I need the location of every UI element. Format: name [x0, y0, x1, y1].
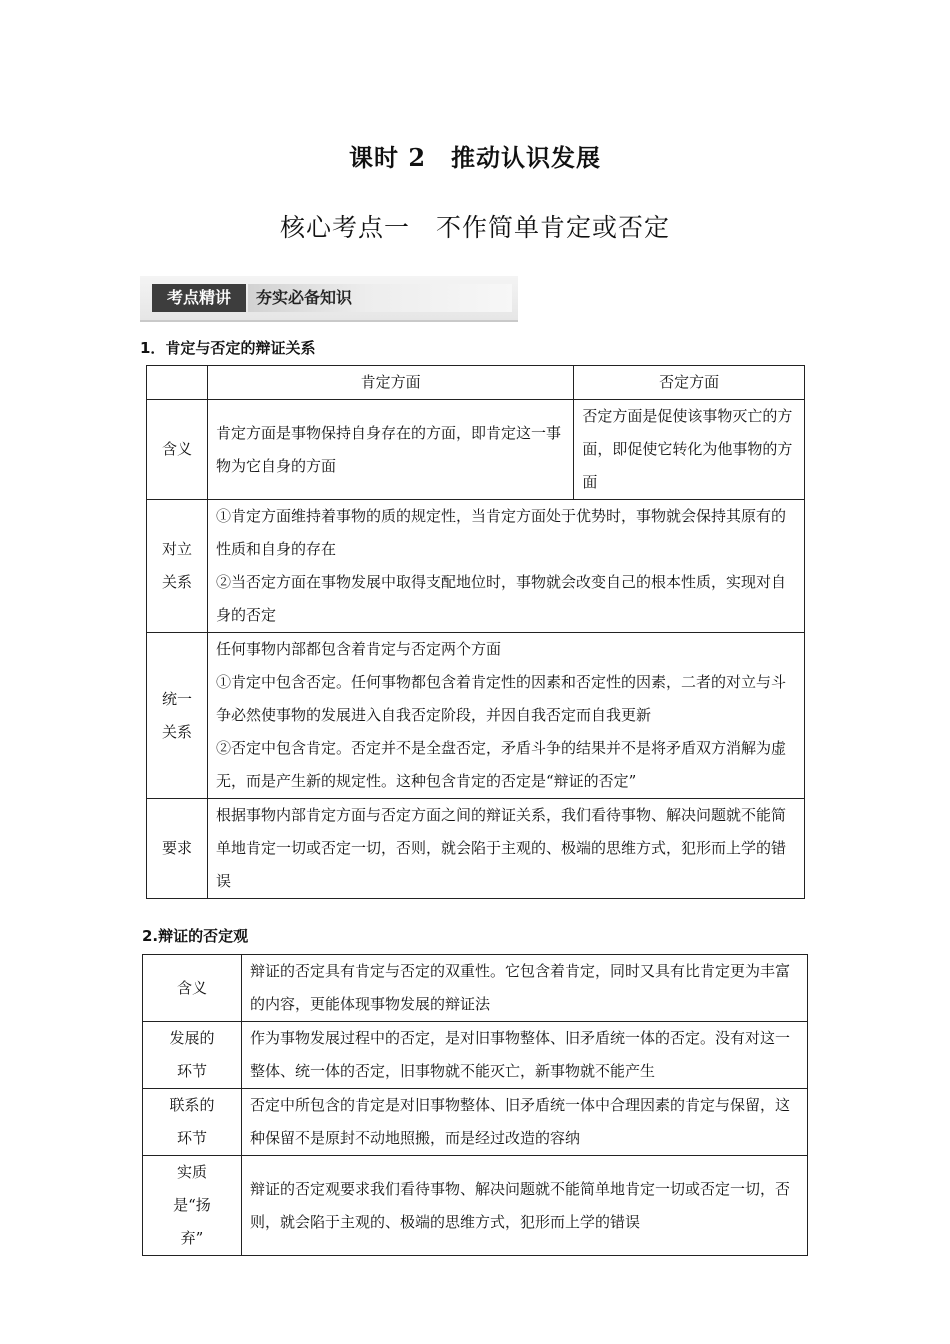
table-row	[143, 1022, 808, 1089]
row-content: 作为事物发展过程中的否定，是对旧事物整体、旧矛盾统一体的否定。没有对这一整体、统一体的否定，旧事物就不能灭亡，新事物就不能产生	[241, 1022, 807, 1089]
row-content: 否定中所包含的肯定是对旧事物整体、旧矛盾统一体中合理因素的肯定与保留，这种保留不是原封不动地照搬，而是经过改造的容纳	[241, 1089, 807, 1156]
row-content: 辩证的否定观要求我们看待事物、解决问题就不能简单地肯定一切或否定一切，否则，就会陷于主观的、极端的思维方式，犯形而上学的错误	[241, 1156, 807, 1256]
opposition-line-1: ①肯定方面维持着事物的质的规定性，当肯定方面处于优势时，事物就会保持其原有的性质和自身的存在	[215, 507, 786, 558]
unity-line-2: ②否定中包含肯定。否定并不是全盘否定，矛盾斗争的结果并不是将矛盾双方消解为虚无，而是产生新的规定性。这种包含肯定的否定是“辩证的否定”	[215, 739, 786, 790]
row-label	[143, 1156, 242, 1256]
table-row	[143, 955, 808, 1022]
table-row-meaning	[147, 400, 805, 500]
row-label: 要求	[147, 799, 208, 899]
requirement-content: 根据事物内部肯定方面与否定方面之间的辩证关系，我们看待事物、解决问题就不能简单地肯定一切或否定一切，否则，就会陷于主观的、极端的思维方式，犯形而上学的错误	[207, 799, 804, 899]
page-subtitle: 核心考点一 不作简单肯定或否定	[279, 213, 670, 242]
banner-tag: 考点精讲	[152, 284, 246, 312]
table-row-requirement	[147, 799, 805, 899]
dialectical-negation-table	[142, 954, 808, 1256]
banner-label: 夯实必备知识	[248, 284, 512, 312]
opposition-content	[207, 500, 804, 633]
table-row	[143, 1156, 808, 1256]
header-cell-empty	[147, 366, 208, 400]
dialectical-relation-table	[146, 365, 805, 899]
negative-meaning: 否定方面是促使该事物灭亡的方面，即促使它转化为他事物的方面	[574, 400, 805, 500]
header-cell-positive: 肯定方面	[207, 366, 573, 400]
row-label: 含义	[143, 955, 242, 1022]
row-label-text: 对立关系	[161, 540, 192, 591]
row-label-text: 实质是“扬弃”	[173, 1163, 211, 1247]
unity-content	[207, 633, 804, 799]
row-label-text: 联系的环节	[169, 1096, 215, 1147]
table-row-unity	[147, 633, 805, 799]
row-label: 含义	[147, 400, 208, 500]
row-label	[147, 633, 208, 799]
positive-meaning: 肯定方面是事物保持自身存在的方面，即肯定这一事物为它自身的方面	[207, 400, 573, 500]
table-row	[143, 1089, 808, 1156]
row-label-text: 统一关系	[161, 689, 192, 741]
row-label	[147, 500, 208, 633]
section-banner	[140, 276, 518, 322]
opposition-line-2: ②当否定方面在事物发展中取得支配地位时，事物就会改变自己的根本性质，实现对自身的否定	[215, 573, 786, 624]
table-row-opposition	[147, 500, 805, 633]
unity-line-0: 任何事物内部都包含着肯定与否定两个方面	[215, 640, 501, 658]
row-label	[143, 1089, 242, 1156]
page-title: 课时 2 推动认识发展	[348, 143, 602, 172]
table-header-row	[147, 366, 805, 400]
row-label-text: 发展的环节	[169, 1029, 215, 1080]
unity-line-1: ①肯定中包含否定。任何事物都包含着肯定性的因素和否定性的因素，二者的对立与斗争必然使事物的发展进入自我否定阶段，并因自我否定而自我更新	[215, 673, 786, 724]
row-label	[143, 1022, 242, 1089]
section2-heading: 2.辩证的否定观	[142, 927, 249, 945]
row-content: 辩证的否定具有肯定与否定的双重性。它包含着肯定，同时又具有比肯定更为丰富的内容，更能体现事物发展的辩证法	[241, 955, 807, 1022]
header-cell-negative: 否定方面	[574, 366, 805, 400]
section1-heading: 1．肯定与否定的辩证关系	[140, 339, 316, 357]
